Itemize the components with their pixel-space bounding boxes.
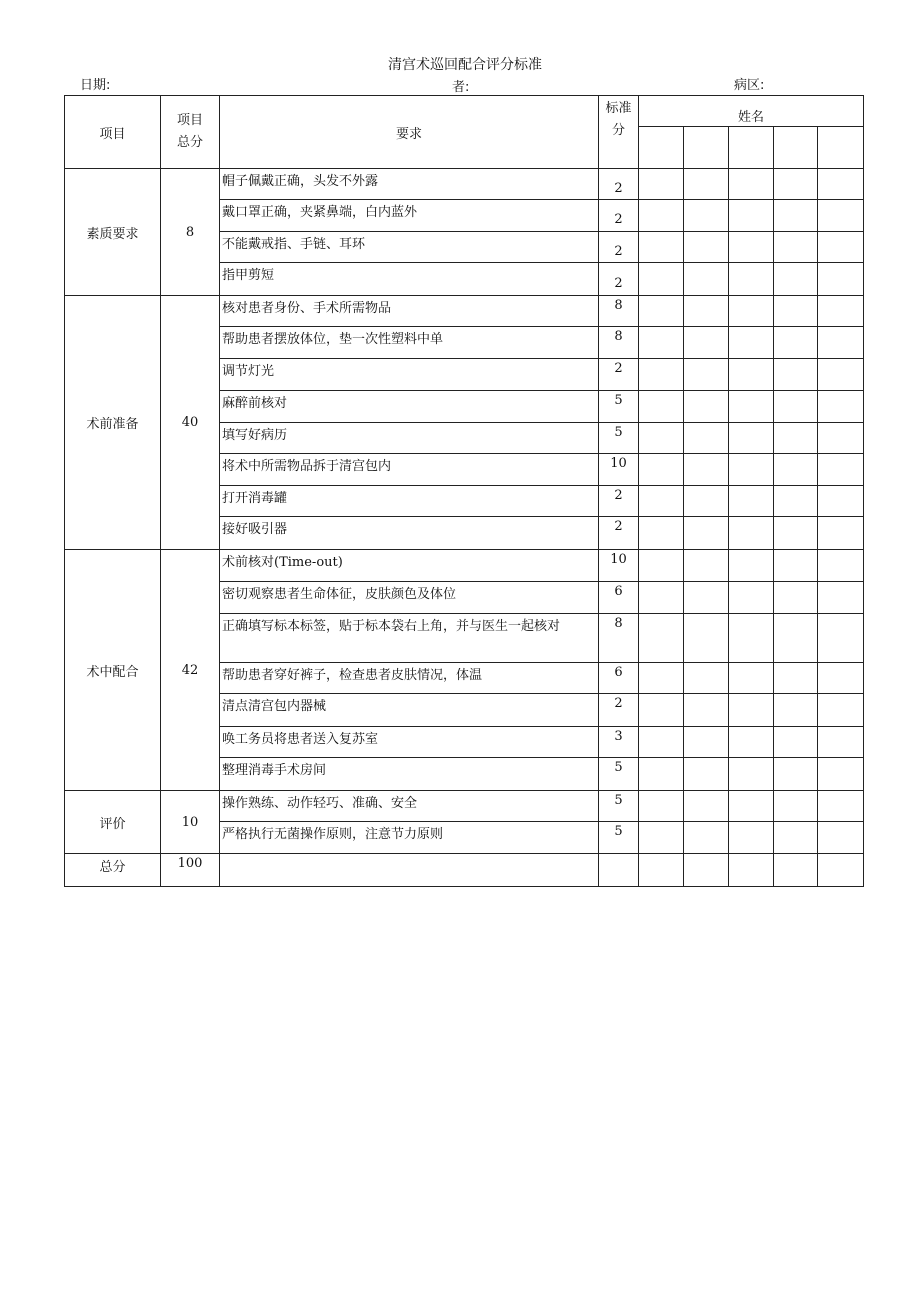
section-name: 素质要求 <box>65 169 161 296</box>
header-standard-line2: 分 <box>611 123 625 138</box>
score-entry-cell[interactable] <box>684 614 729 663</box>
score-entry-cell[interactable] <box>639 582 684 614</box>
score-entry-cell[interactable] <box>639 200 684 232</box>
requirement-text: 密切观察患者生命体征，皮肤颜色及体位 <box>220 582 599 614</box>
score-entry-cell[interactable] <box>684 200 729 232</box>
score-entry-cell[interactable] <box>684 296 729 327</box>
score-entry-cell[interactable] <box>639 517 684 550</box>
score-entry-cell[interactable] <box>639 550 684 582</box>
score-entry-cell[interactable] <box>684 169 729 200</box>
score-entry-cell[interactable] <box>818 263 864 296</box>
requirement-text: 帮助患者穿好裤子，检查患者皮肤情况，体温 <box>220 663 599 694</box>
score-entry-cell[interactable] <box>684 327 729 359</box>
score-entry-cell[interactable] <box>639 614 684 663</box>
score-entry-cell[interactable] <box>818 486 864 517</box>
score-entry-cell[interactable] <box>684 822 729 854</box>
score-entry-cell[interactable] <box>639 423 684 454</box>
score-entry-cell[interactable] <box>774 550 818 582</box>
ward-label: 病区: <box>734 78 765 93</box>
score-entry-cell[interactable] <box>729 296 774 327</box>
requirement-text: 将术中所需物品拆于清宫包内 <box>220 454 599 486</box>
score-entry-cell[interactable] <box>818 854 864 887</box>
table-row <box>65 169 864 200</box>
score-entry-cell[interactable] <box>774 423 818 454</box>
score-entry-cell[interactable] <box>818 423 864 454</box>
score-entry-cell[interactable] <box>774 327 818 359</box>
score-entry-cell[interactable] <box>818 454 864 486</box>
requirement-text: 调节灯光 <box>220 359 599 391</box>
score-entry-cell[interactable] <box>729 517 774 550</box>
score-entry-cell[interactable] <box>639 454 684 486</box>
header-item-total-line2: 总分 <box>176 135 203 150</box>
scoring-table <box>64 95 864 887</box>
standard-score: 2 <box>599 486 639 517</box>
score-entry-cell[interactable] <box>684 454 729 486</box>
score-entry-cell <box>220 854 599 887</box>
page-title: 清宫术巡回配合评分标准 <box>388 57 542 73</box>
score-entry-cell[interactable] <box>684 758 729 791</box>
score-entry-cell <box>599 854 639 887</box>
header-standard-line1: 标准 <box>605 101 632 116</box>
score-entry-cell[interactable] <box>729 232 774 263</box>
standard-score: 8 <box>599 614 639 663</box>
name-cell[interactable] <box>639 127 684 169</box>
requirement-text: 帽子佩戴正确，头发不外露 <box>220 169 599 200</box>
section-total: 42 <box>161 550 220 791</box>
score-entry-cell[interactable] <box>774 391 818 423</box>
score-entry-cell[interactable] <box>774 200 818 232</box>
score-entry-cell[interactable] <box>729 423 774 454</box>
score-entry-cell[interactable] <box>774 694 818 727</box>
header-standard <box>599 96 639 169</box>
requirement-text: 正确填写标本标签，贴于标本袋右上角，并与医生一起核对 <box>220 614 599 663</box>
score-entry-cell[interactable] <box>639 663 684 694</box>
standard-score: 5 <box>599 423 639 454</box>
score-entry-cell[interactable] <box>729 663 774 694</box>
standard-score: 5 <box>599 791 639 822</box>
score-entry-cell[interactable] <box>684 359 729 391</box>
score-entry-cell[interactable] <box>818 296 864 327</box>
score-entry-cell[interactable] <box>818 232 864 263</box>
score-entry-cell[interactable] <box>639 822 684 854</box>
score-entry-cell[interactable] <box>774 854 818 887</box>
section-name: 评价 <box>65 791 161 854</box>
requirement-text: 填写好病历 <box>220 423 599 454</box>
score-entry-cell[interactable] <box>684 263 729 296</box>
requirement-text: 整理消毒手术房间 <box>220 758 599 791</box>
requirement-text: 帮助患者摆放体位，垫一次性塑料中单 <box>220 327 599 359</box>
standard-score: 2 <box>599 200 639 232</box>
score-entry-cell[interactable] <box>818 391 864 423</box>
standard-score: 5 <box>599 758 639 791</box>
requirement-text: 操作熟练、动作轻巧、准确、安全 <box>220 791 599 822</box>
standard-score: 6 <box>599 582 639 614</box>
section-name: 术前准备 <box>65 296 161 550</box>
score-entry-cell[interactable] <box>818 694 864 727</box>
standard-score: 2 <box>599 359 639 391</box>
requirement-text: 指甲剪短 <box>220 263 599 296</box>
score-entry-cell[interactable] <box>818 663 864 694</box>
score-entry-cell[interactable] <box>818 517 864 550</box>
examiner-label: 者: <box>452 80 470 95</box>
requirement-text: 严格执行无菌操作原则，注意节力原则 <box>220 822 599 854</box>
section-total: 40 <box>161 296 220 550</box>
header-item-total <box>161 96 220 169</box>
score-entry-cell[interactable] <box>639 296 684 327</box>
score-entry-cell[interactable] <box>818 169 864 200</box>
score-entry-cell[interactable] <box>818 791 864 822</box>
standard-score: 2 <box>599 232 639 263</box>
standard-score: 10 <box>599 454 639 486</box>
header-item: 项目 <box>65 96 161 169</box>
grand-total-label: 总分 <box>65 854 161 887</box>
score-entry-cell[interactable] <box>774 614 818 663</box>
score-entry-cell[interactable] <box>818 200 864 232</box>
score-entry-cell[interactable] <box>818 550 864 582</box>
requirement-text: 清点清宫包内器械 <box>220 694 599 727</box>
score-entry-cell[interactable] <box>774 486 818 517</box>
score-entry-cell[interactable] <box>818 327 864 359</box>
requirement-text: 戴口罩正确，夹紧鼻端，白内蓝外 <box>220 200 599 232</box>
name-cell[interactable] <box>684 127 729 169</box>
standard-score: 8 <box>599 327 639 359</box>
score-entry-cell[interactable] <box>684 550 729 582</box>
requirement-text: 核对患者身份、手术所需物品 <box>220 296 599 327</box>
requirement-text: 麻醉前核对 <box>220 391 599 423</box>
requirement-text: 唤工务员将患者送入复苏室 <box>220 727 599 758</box>
name-cell[interactable] <box>729 127 774 169</box>
standard-score: 2 <box>599 517 639 550</box>
requirement-text: 接好吸引器 <box>220 517 599 550</box>
header-item-total-line1: 项目 <box>176 113 203 128</box>
table-row <box>65 550 864 582</box>
score-entry-cell[interactable] <box>774 296 818 327</box>
score-entry-cell[interactable] <box>639 486 684 517</box>
score-entry-cell[interactable] <box>729 454 774 486</box>
score-entry-cell[interactable] <box>774 727 818 758</box>
requirement-text: 打开消毒罐 <box>220 486 599 517</box>
score-entry-cell[interactable] <box>774 454 818 486</box>
score-entry-cell[interactable] <box>639 169 684 200</box>
score-entry-cell[interactable] <box>818 822 864 854</box>
score-entry-cell[interactable] <box>729 727 774 758</box>
score-entry-cell[interactable] <box>684 423 729 454</box>
score-entry-cell[interactable] <box>729 822 774 854</box>
header-requirement: 要求 <box>220 96 599 169</box>
score-entry-cell[interactable] <box>774 359 818 391</box>
score-entry-cell[interactable] <box>639 727 684 758</box>
score-entry-cell[interactable] <box>818 727 864 758</box>
score-entry-cell[interactable] <box>774 517 818 550</box>
score-entry-cell[interactable] <box>729 550 774 582</box>
score-entry-cell[interactable] <box>729 327 774 359</box>
score-entry-cell[interactable] <box>639 232 684 263</box>
score-entry-cell[interactable] <box>639 854 684 887</box>
standard-score: 5 <box>599 822 639 854</box>
date-label: 日期: <box>80 78 111 93</box>
score-entry-cell[interactable] <box>729 854 774 887</box>
score-entry-cell[interactable] <box>639 263 684 296</box>
score-entry-cell[interactable] <box>729 200 774 232</box>
score-entry-cell[interactable] <box>774 232 818 263</box>
score-entry-cell[interactable] <box>729 791 774 822</box>
table-row <box>65 296 864 327</box>
score-entry-cell[interactable] <box>729 359 774 391</box>
score-entry-cell[interactable] <box>774 582 818 614</box>
score-entry-cell[interactable] <box>684 517 729 550</box>
score-entry-cell[interactable] <box>818 614 864 663</box>
name-cell[interactable] <box>774 127 818 169</box>
score-entry-cell[interactable] <box>729 694 774 727</box>
score-entry-cell[interactable] <box>684 663 729 694</box>
section-name: 术中配合 <box>65 550 161 791</box>
standard-score: 2 <box>599 694 639 727</box>
score-entry-cell[interactable] <box>639 758 684 791</box>
score-entry-cell[interactable] <box>729 391 774 423</box>
score-entry-cell[interactable] <box>639 694 684 727</box>
score-entry-cell[interactable] <box>818 582 864 614</box>
section-total: 8 <box>161 169 220 296</box>
score-entry-cell[interactable] <box>684 694 729 727</box>
standard-score: 6 <box>599 663 639 694</box>
standard-score: 2 <box>599 169 639 200</box>
score-entry-cell[interactable] <box>729 169 774 200</box>
score-entry-cell[interactable] <box>639 791 684 822</box>
requirement-text: 术前核对(Time-out) <box>220 550 599 582</box>
score-entry-cell[interactable] <box>684 791 729 822</box>
score-entry-cell[interactable] <box>729 263 774 296</box>
score-entry-cell[interactable] <box>774 822 818 854</box>
score-entry-cell[interactable] <box>774 791 818 822</box>
score-entry-cell[interactable] <box>684 391 729 423</box>
table-row <box>65 791 864 822</box>
score-entry-cell[interactable] <box>774 663 818 694</box>
standard-score: 8 <box>599 296 639 327</box>
score-entry-cell[interactable] <box>684 727 729 758</box>
score-entry-cell[interactable] <box>774 263 818 296</box>
score-entry-cell[interactable] <box>684 232 729 263</box>
score-entry-cell[interactable] <box>729 614 774 663</box>
requirement-text: 不能戴戒指、手链、耳环 <box>220 232 599 263</box>
standard-score: 5 <box>599 391 639 423</box>
score-entry-cell[interactable] <box>774 169 818 200</box>
score-entry-cell[interactable] <box>729 486 774 517</box>
score-entry-cell[interactable] <box>818 359 864 391</box>
score-entry-cell[interactable] <box>774 758 818 791</box>
score-entry-cell[interactable] <box>729 758 774 791</box>
score-entry-cell[interactable] <box>729 582 774 614</box>
score-entry-cell[interactable] <box>639 327 684 359</box>
score-entry-cell[interactable] <box>818 758 864 791</box>
name-cell[interactable] <box>818 127 864 169</box>
score-entry-cell[interactable] <box>639 391 684 423</box>
total-row <box>65 854 864 887</box>
standard-score: 2 <box>599 263 639 296</box>
header-name: 姓名 <box>639 96 864 127</box>
score-entry-cell[interactable] <box>639 359 684 391</box>
standard-score: 3 <box>599 727 639 758</box>
grand-total-value: 100 <box>161 854 220 887</box>
standard-score: 10 <box>599 550 639 582</box>
score-entry-cell[interactable] <box>684 486 729 517</box>
section-total: 10 <box>161 791 220 854</box>
score-entry-cell[interactable] <box>684 854 729 887</box>
score-entry-cell[interactable] <box>684 582 729 614</box>
